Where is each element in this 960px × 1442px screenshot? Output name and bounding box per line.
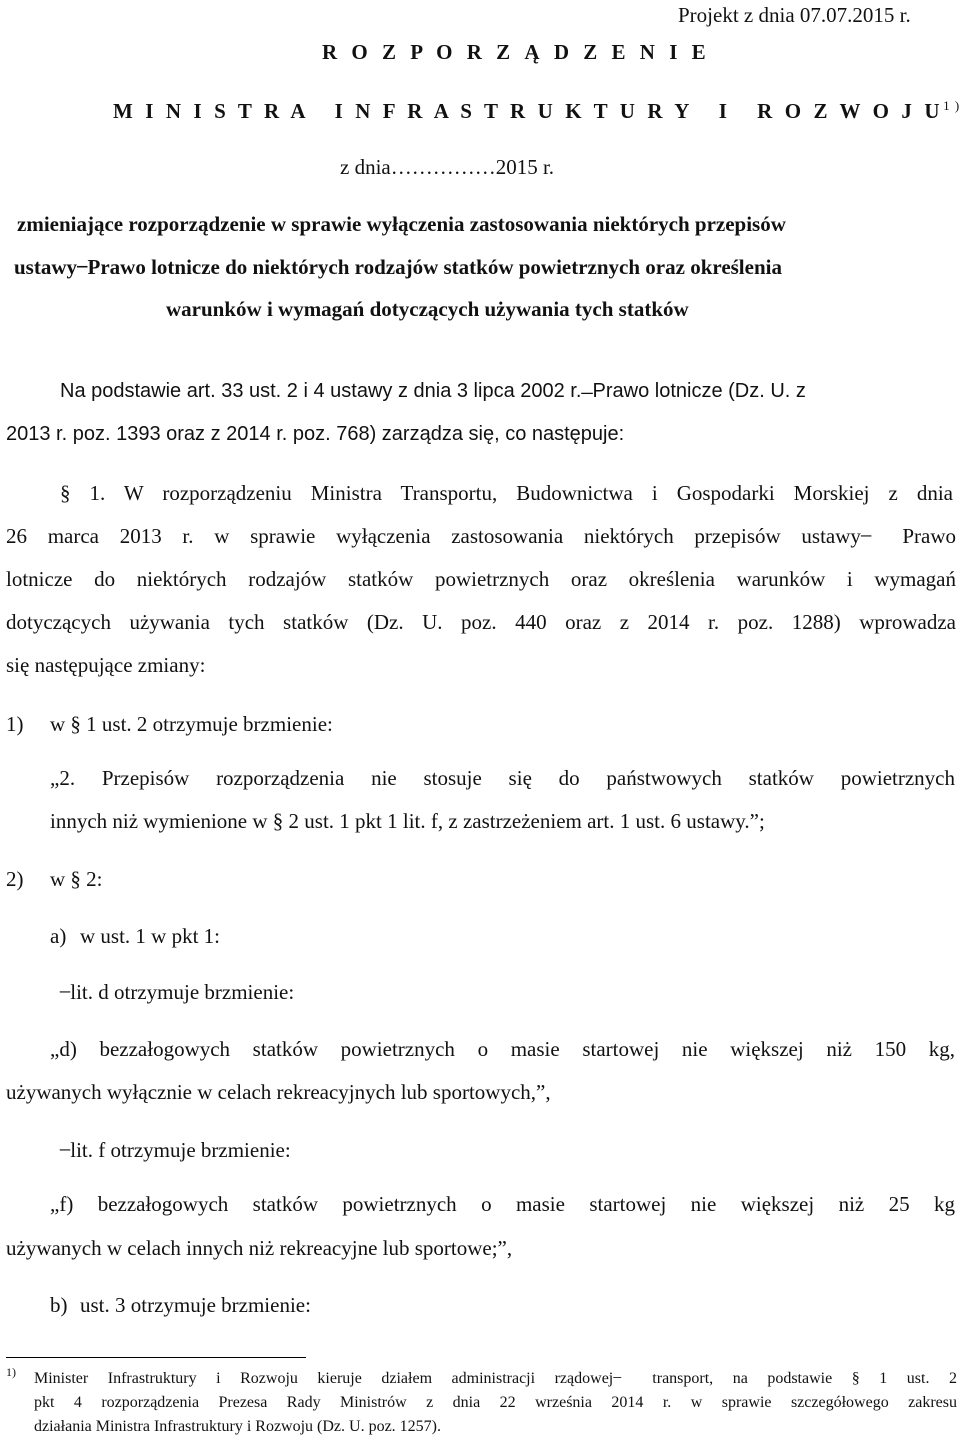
footnote-marker: 1)	[6, 1365, 16, 1379]
footnote-reference: 1 )	[943, 98, 960, 113]
footnote-separator	[6, 1357, 306, 1358]
subpoint-b-text: ust. 3 otrzymuje brzmienie:	[80, 1293, 311, 1317]
point1-quote-line-2: innych niż wymienione w § 2 ust. 1 pkt 1 lit. f, z zastrzeżeniem art. 1 ust. 6 ustawy.”;	[50, 809, 765, 833]
subpoint-a-text: w ust. 1 w pkt 1:	[80, 924, 221, 948]
lit-d-line-2: używanych wyłącznie w celach rekreacyjnych lub sportowych,”,	[6, 1080, 551, 1104]
lit-d-line-1: „d) bezzałogowych statków powietrznych o masie startowej nie większej niż 150 kg,	[50, 1037, 955, 1061]
point1-number: 1)	[6, 712, 24, 736]
section1-line-2: 26 marca 2013 r. w sprawie wyłączenia zastosowania niektórych przepisów ustawy ̶ Prawo	[6, 524, 956, 548]
regulation-date: z dnia……………2015 r.	[340, 155, 555, 179]
footnote-line-3: działania Ministra Infrastruktury i Rozwoju (Dz. U. poz. 1257).	[34, 1418, 442, 1435]
subpoint-a-label: a)	[50, 924, 67, 948]
section1-line-5: się następujące zmiany:	[6, 653, 206, 677]
section1-line-1: § 1. W rozporządzeniu Ministra Transportu, Budownictwa i Gospodarki Morskiej z dnia	[60, 481, 953, 505]
lit-f-line-2: używanych w celach innych niż rekreacyjne lub sportowe;”,	[6, 1236, 513, 1260]
subject-line-1: zmieniające rozporządzenie w sprawie wyłączenia zastosowania niektórych przepisów	[17, 212, 786, 236]
point1-text: w § 1 ust. 2 otrzymuje brzmienie:	[50, 712, 333, 736]
footnote-line-1: Minister Infrastruktury i Rozwoju kieruje działem administracji rządowej ̶ transport, na podstawie § 1 ust. 2	[34, 1370, 957, 1387]
subpoint-b-label: b)	[50, 1293, 68, 1317]
section1-line-3: lotnicze do niektórych rodzajów statków powietrznych oraz określenia warunków i wymagań	[6, 567, 956, 591]
section1-line-4: dotyczących używania tych statków (Dz. U. poz. 440 oraz z 2014 r. poz. 1288) wprowadza	[6, 610, 956, 634]
ministry-name: M I N I S T R A I N F R A S T R U K T U R Y I R O Z W O J U	[113, 99, 944, 123]
point2-number: 2)	[6, 867, 24, 891]
point1-quote-line-1: „2. Przepisów rozporządzenia nie stosuje się do państwowych statków powietrznych	[50, 766, 955, 790]
ministry-title	[113, 98, 960, 124]
lit-f-intro: ̶ lit. f otrzymuje brzmienie:	[65, 1138, 291, 1162]
lit-d-intro: ̶ lit. d otrzymuje brzmienie:	[65, 980, 295, 1004]
lit-f-line-1: „f) bezzałogowych statków powietrznych o masie startowej nie większej niż 25 kg	[50, 1192, 955, 1216]
document-type-title: R O Z P O R Z Ą D Z E N I E	[322, 40, 711, 64]
footnote-line-2: pkt 4 rozporządzenia Prezesa Rady Ministrów z dnia 22 września 2014 r. w sprawie szczegółowego zakresu	[34, 1394, 957, 1411]
project-date-header: Projekt z dnia 07.07.2015 r.	[678, 3, 911, 27]
preamble-line-1: Na podstawie art. 33 ust. 2 i 4 ustawy z dnia 3 lipca 2002 r. ̶ Prawo lotnicze (Dz. U. z	[60, 380, 806, 402]
point2-text: w § 2:	[50, 867, 103, 891]
subject-line-3: warunków i wymagań dotyczących używania tych statków	[166, 297, 689, 321]
preamble-line-2: 2013 r. poz. 1393 oraz z 2014 r. poz. 768) zarządza się, co następuje:	[6, 423, 625, 445]
subject-line-2: ustawy ̶ Prawo lotnicze do niektórych rodzajów statków powietrznych oraz określenia	[14, 255, 782, 279]
